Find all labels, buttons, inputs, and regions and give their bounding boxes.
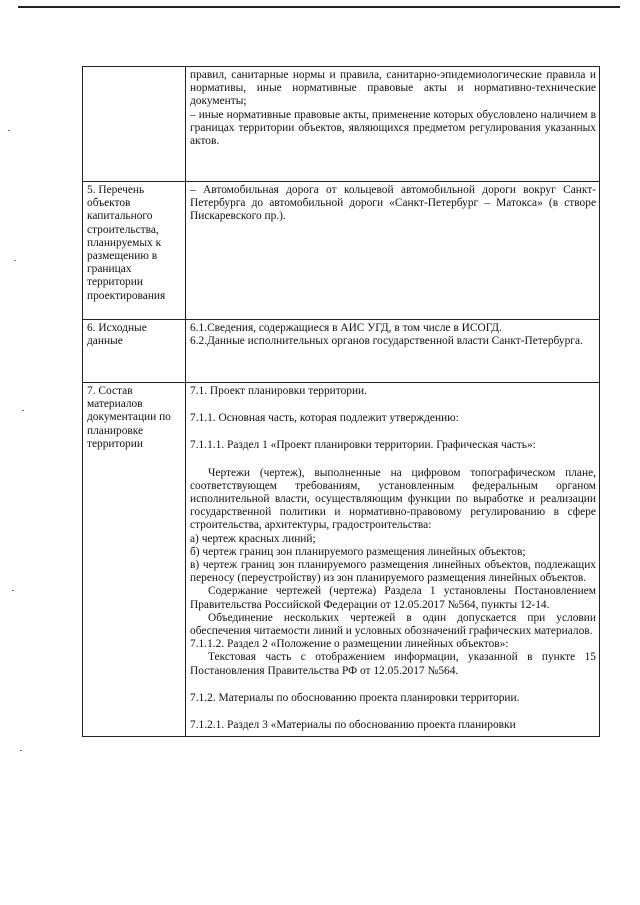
paragraph: 6.1.Сведения, содержащиеся в АИС УГД, в том числе в ИСОГД. <box>190 322 502 334</box>
scan-speck <box>20 750 22 751</box>
table-row <box>83 320 600 383</box>
paragraph: – иные нормативные правовые акты, применение которых обусловлено наличием в границах территории объектов, являющихся предметом регулирования указанных актов. <box>190 108 596 148</box>
scan-speck <box>22 410 24 411</box>
row-label: 5. Перечень объектов капитального строительства, планируемых к размещению в границах территории проектирования <box>83 182 186 320</box>
paragraph: 7.1.2.1. Раздел 3 «Материалы по обоснованию проекта планировки <box>190 719 516 732</box>
paragraph: Чертежи (чертеж), выполненные на цифровом топографическом плане, соответствующем требованиям, установленным федеральным органом исполнительной власти, осуществляющим функции по выработке и реализации государственной политики и нормативно-правовому регулированию в сфере строительства, архитектуры, градостроительства: <box>190 466 596 532</box>
paragraph: 7.1.2. Материалы по обоснованию проекта планировки территории. <box>190 691 520 704</box>
row-label <box>83 67 186 182</box>
table-row <box>83 383 600 737</box>
table-row <box>83 182 600 320</box>
scan-speck <box>14 260 16 261</box>
paragraph: 7.1.1. Основная часть, которая подлежит утверждению: <box>190 412 459 425</box>
paragraph: Текстовая часть с отображением информации, указанной в пункте 15 Постановления Правительства РФ от 12.05.2017 №564. <box>190 651 596 677</box>
paragraph: Содержание чертежей (чертежа) Раздела 1 установлены Постановлением Правительства Российской Федерации от 12.05.2017 №564, пункты 12-14. <box>190 585 596 611</box>
paragraph: – Автомобильная дорога от кольцевой автомобильной дороги вокруг Санкт-Петербурга до автомобильной дороги «Санкт-Петербург – Матокса» (в створе Пискаревского пр.). <box>190 184 596 223</box>
scan-speck <box>12 590 14 591</box>
row-content <box>186 182 600 320</box>
table-row <box>83 67 600 182</box>
paragraph: 7.1.1.2. Раздел 2 «Положение о размещении линейных объектов»: <box>190 638 509 651</box>
paragraph: правил, санитарные нормы и правила, санитарно-эпидемиологические правила и нормативы, иные нормативные правовые акты и нормативно-технические документы; <box>190 69 596 108</box>
paragraph: Объединение нескольких чертежей в один допускается при условии обеспечения читаемости линий и условных обозначений графических материалов. <box>190 611 596 638</box>
paragraph: 7.1.1.1. Раздел 1 «Проект планировки территории. Графическая часть»: <box>190 439 536 452</box>
top-rule <box>18 6 620 8</box>
scan-speck <box>8 130 10 131</box>
row-content <box>186 67 600 182</box>
row-label: 6. Исходные данные <box>83 320 186 383</box>
row-content <box>186 383 600 737</box>
paragraph: 7.1. Проект планировки территории. <box>190 385 368 397</box>
paragraph: а) чертеж красных линий; <box>190 532 316 545</box>
paragraph: в) чертеж границ зон планируемого размещения линейных объектов, подлежащих переносу (переустройству) из зон планируемого размещения линейных объектов. <box>190 559 596 585</box>
requirements-table <box>82 66 600 737</box>
paragraph: б) чертеж границ зон планируемого размещения линейных объектов; <box>190 545 526 558</box>
row-content <box>186 320 600 383</box>
paragraph: 6.2.Данные исполнительных органов государственной власти Санкт-Петербурга. <box>190 335 583 348</box>
row-label: 7. Состав материалов документации по планировке территории <box>83 383 186 737</box>
